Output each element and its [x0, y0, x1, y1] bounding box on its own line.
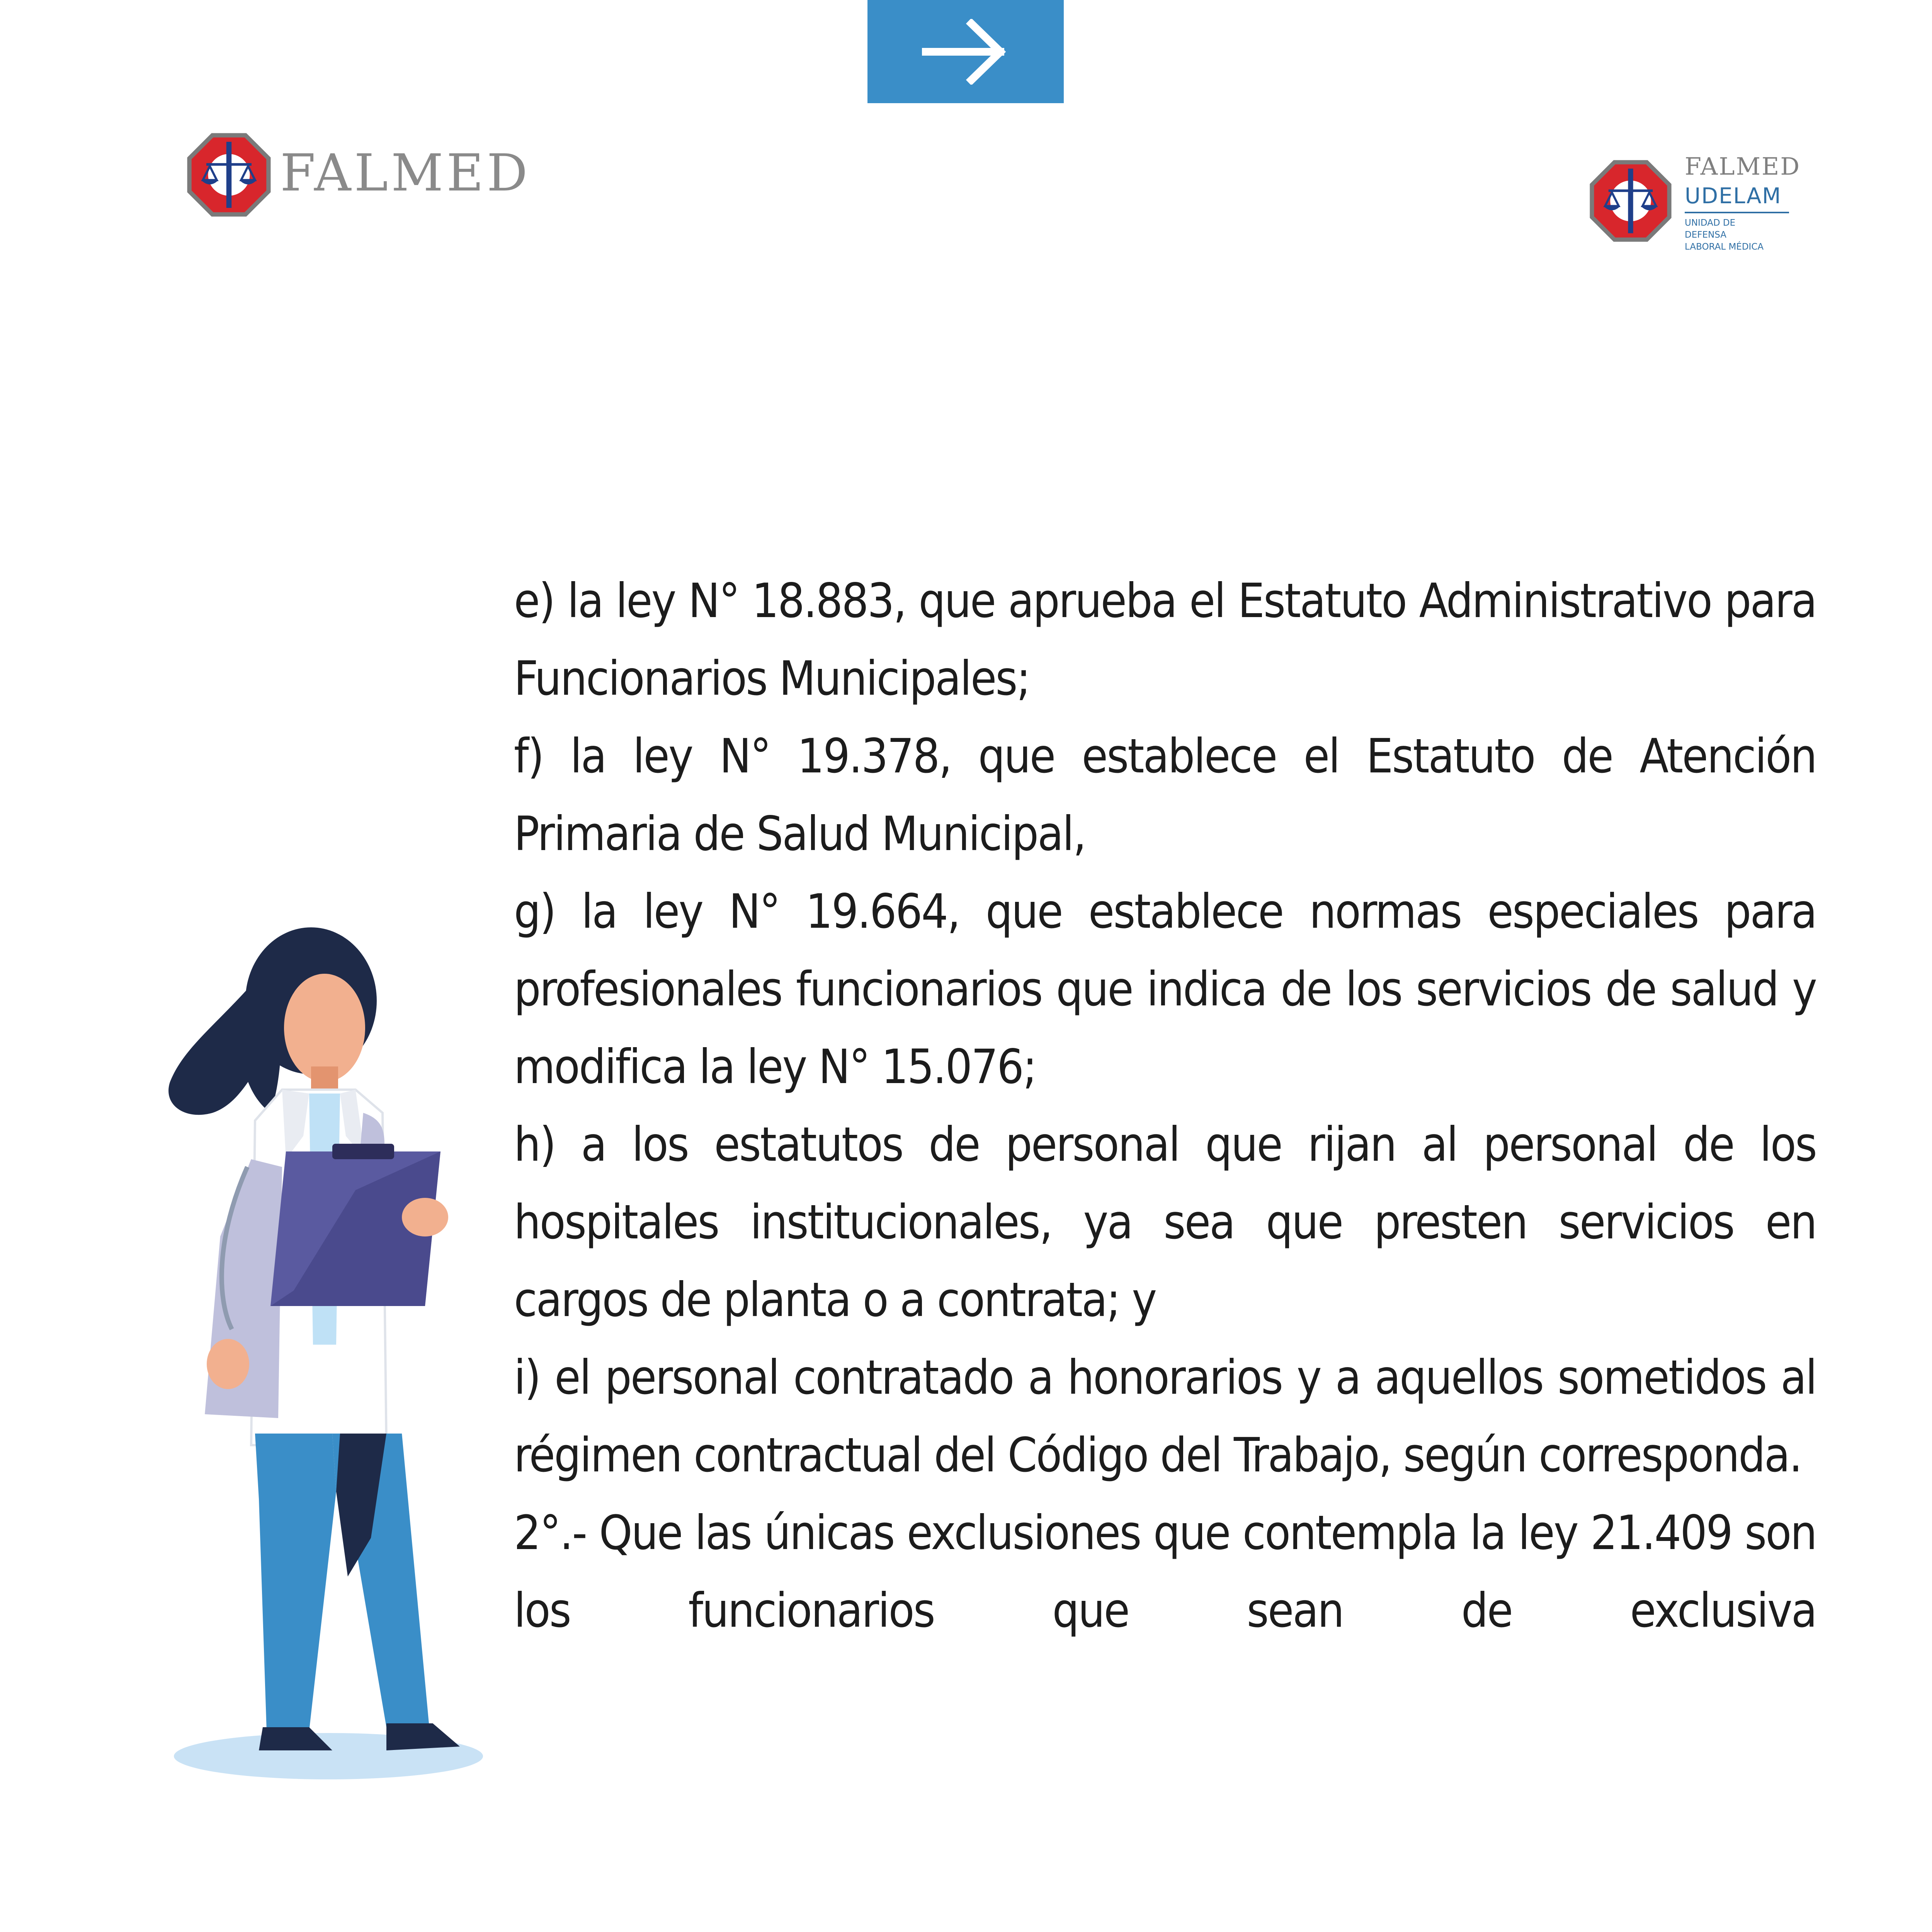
paragraph-2: 2°.- Que las únicas exclusiones que contempla la ley 21.409 son los funcionarios que sean de exclusiva	[514, 1505, 1816, 1638]
udelam-logo-org: FALMED	[1685, 152, 1801, 180]
udelam-logo-divider	[1685, 212, 1789, 213]
falmed-logo	[185, 131, 531, 218]
paragraph-h: h) a los estatutos de personal que rijan al personal de los hospitales institucionales, ya sea que presten servicios en cargos de planta o a contrata; y	[514, 1117, 1816, 1327]
udelam-logo-tagline: UNIDAD DE DEFENSA LABORAL MÉDICA	[1685, 218, 1764, 252]
legal-text	[514, 562, 1816, 1650]
arrow-right-icon	[921, 19, 1010, 85]
paragraph-i: i) el personal contratado a honorarios y a aquellos sometidos al régimen contractual del Código del Trabajo, según corresponda.	[514, 1350, 1816, 1483]
next-button[interactable]	[867, 0, 1064, 103]
paragraph-g: g) la ley N° 19.664, que establece normas especiales para profesionales funcionarios que indica de los servicios de salud y modifica la ley N° 15.076;	[514, 884, 1816, 1094]
falmed-logo-text: FALMED	[280, 143, 531, 203]
doctor-with-clipboard-illustration	[155, 920, 495, 1793]
udelam-logo	[1588, 152, 1801, 259]
falmed-emblem-icon	[1588, 158, 1673, 243]
udelam-logo-unit: UDELAM	[1685, 184, 1782, 209]
falmed-emblem-icon	[185, 131, 272, 218]
doctor-illustration	[155, 920, 495, 1793]
paragraph-e: e) la ley N° 18.883, que aprueba el Estatuto Administrativo para Funcionarios Municipales;	[514, 573, 1816, 706]
paragraph-f: f) la ley N° 19.378, que establece el Estatuto de Atención Primaria de Salud Municipal,	[514, 729, 1816, 861]
